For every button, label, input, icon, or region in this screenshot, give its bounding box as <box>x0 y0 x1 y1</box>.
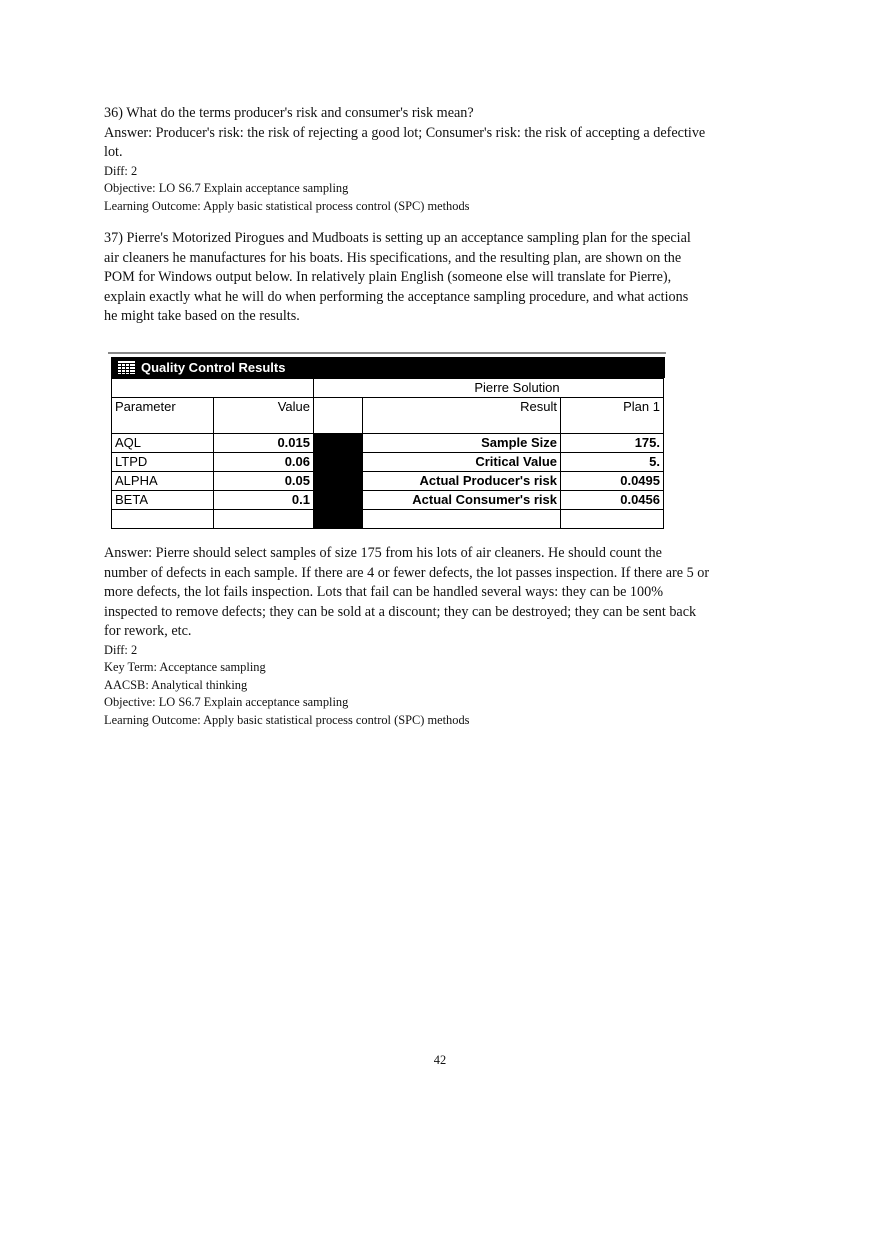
row-parameter: BETA <box>112 491 214 510</box>
objective-36: Objective: LO S6.7 Explain acceptance sampling <box>104 181 349 196</box>
window-title: Quality Control Results <box>141 360 286 375</box>
learning-outcome-37: Learning Outcome: Apply basic statistical process control (SPC) methods <box>104 712 470 727</box>
key-term-37: Key Term: Acceptance sampling <box>104 660 266 675</box>
table-row <box>112 434 664 453</box>
page-body <box>104 104 744 327</box>
header-parameter: Parameter <box>112 398 214 434</box>
grid-table-icon <box>117 360 136 375</box>
row-parameter: ALPHA <box>112 472 214 491</box>
header-spacer <box>314 398 363 434</box>
quality-control-results-window <box>108 352 666 540</box>
answer-37-line-2: number of defects in each sample. If there are 4 or fewer defects, the lot passes inspection. If there are 5 or <box>104 564 710 581</box>
header-result: Result <box>363 398 561 434</box>
table-row <box>112 472 664 491</box>
row-plan: 0.0495 <box>561 472 664 491</box>
row-result: Sample Size <box>363 434 561 453</box>
empty-row <box>112 510 664 529</box>
aacsb-37: AACSB: Analytical thinking <box>104 677 248 692</box>
row-value: 0.1 <box>214 491 314 510</box>
black-spacer-cell <box>314 453 363 472</box>
row-value: 0.05 <box>214 472 314 491</box>
table-row <box>112 491 664 510</box>
question-37-line-5: he might take based on the results. <box>104 308 300 325</box>
diff-36: Diff: 2 <box>104 163 138 178</box>
answer-37-line-5: for rework, etc. <box>104 623 192 639</box>
table-row <box>112 453 664 472</box>
diff-37: Diff: 2 <box>104 642 138 657</box>
window-top-rule <box>108 352 666 354</box>
row-result: Critical Value <box>363 453 561 472</box>
question-36: 36) What do the terms producer's risk and consumer's risk mean? <box>104 105 474 121</box>
solution-title: Pierre Solution <box>314 379 664 398</box>
answer-37-block <box>104 544 744 729</box>
black-spacer-cell <box>314 491 363 510</box>
question-37-line-3: POM for Windows output below. In relatively plain English (someone else will translate for Pierre), <box>104 269 672 286</box>
header-value: Value <box>214 398 314 434</box>
black-spacer-cell <box>314 472 363 491</box>
page-number: 42 <box>433 1053 447 1067</box>
row-parameter: LTPD <box>112 453 214 472</box>
header-row <box>112 398 664 434</box>
quality-control-table <box>111 378 664 529</box>
question-37-line-4: explain exactly what he will do when performing the acceptance sampling procedure, and what actions <box>104 288 689 305</box>
answer-37-line-3: more defects, the lot fails inspection. Lots that fail can be handled several ways: they can be 100% <box>104 584 664 600</box>
black-spacer-cell <box>314 434 363 453</box>
row-plan: 5. <box>561 453 664 472</box>
solution-title-row <box>112 379 664 398</box>
row-value: 0.06 <box>214 453 314 472</box>
window-title-bar <box>111 357 665 378</box>
question-37-line-2: air cleaners he manufactures for his boats. His specifications, and the resulting plan, are shown on the <box>104 249 682 266</box>
answer-36-line-1: Answer: Producer's risk: the risk of rejecting a good lot; Consumer's risk: the risk of accepting a defective <box>104 124 706 141</box>
row-value: 0.015 <box>214 434 314 453</box>
answer-37-line-4: inspected to remove defects; they can be sold at a discount; they can be destroyed; they can be sent back <box>104 603 697 620</box>
row-result: Actual Consumer's risk <box>363 491 561 510</box>
answer-37-line-1: Answer: Pierre should select samples of size 175 from his lots of air cleaners. He should count the <box>104 545 662 561</box>
question-37-line-1: 37) Pierre's Motorized Pirogues and Mudboats is setting up an acceptance sampling plan for the special <box>104 230 691 247</box>
answer-36-line-2: lot. <box>104 144 123 160</box>
black-spacer-cell <box>314 510 363 529</box>
row-parameter: AQL <box>112 434 214 453</box>
row-result: Actual Producer's risk <box>363 472 561 491</box>
header-plan: Plan 1 <box>561 398 664 434</box>
row-plan: 175. <box>561 434 664 453</box>
objective-37: Objective: LO S6.7 Explain acceptance sampling <box>104 695 349 710</box>
row-plan: 0.0456 <box>561 491 664 510</box>
learning-outcome-36: Learning Outcome: Apply basic statistical process control (SPC) methods <box>104 198 470 213</box>
